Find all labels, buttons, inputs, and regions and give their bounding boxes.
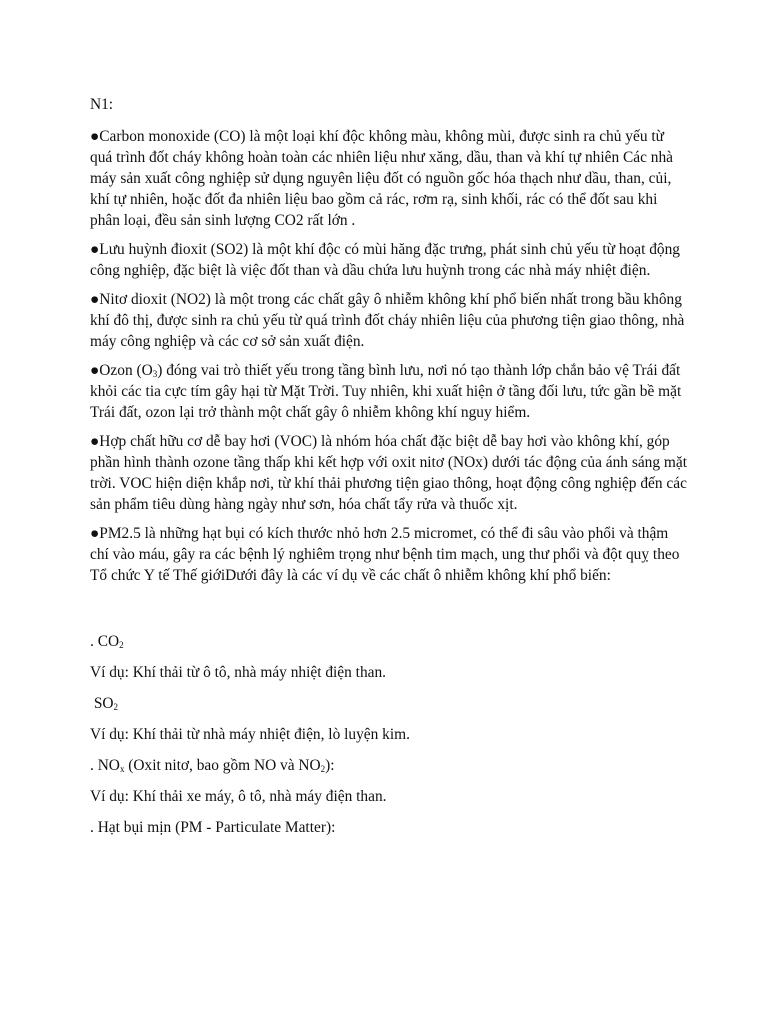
paragraph-pm25 <box>90 523 688 586</box>
bullet-icon: ● <box>90 525 100 542</box>
pollutant-pm: . Hạt bụi mịn (PM - Particulate Matter): <box>90 819 336 836</box>
pollutant-nox <box>90 755 688 776</box>
pollutant-so2 <box>90 693 688 714</box>
paragraph-text-start: Ozon (O <box>99 362 153 379</box>
paragraph-text-rest: ) đóng vai trò thiết yếu trong tầng bình lưu, nơi nó tạo thành lớp chắn bảo vệ Trái đất khỏi các tia cực tím gây hại từ Mặt Trời. Tuy nhiên, khi xuất hiện ở tầng đối lưu, tức gần bề mặt Trái đất, ozon lại trở thành một chất gây ô nhiễm không khí nguy hiểm. <box>90 362 682 421</box>
bullet-icon: ● <box>90 128 100 145</box>
paragraph-text: Nitơ dioxit (NO2) là một trong các chất gây ô nhiễm không khí phổ biến nhất trong bầu không khí đô thị, được sinh ra chủ yếu từ quá trình đốt cháy nhiên liệu của phương tiện giao thông, nhà máy công nghiệp và các cơ sở sản xuất điện. <box>90 291 685 350</box>
paragraph-ozone <box>90 360 688 423</box>
paragraph-voc <box>90 431 688 515</box>
paragraph-sulfur-dioxide <box>90 239 688 281</box>
paragraph-text: Lưu huỳnh đioxit (SO2) là một khí độc có mùi hăng đặc trưng, phát sinh chủ yếu từ hoạt động công nghiệp, đặc biệt là việc đốt than và dầu chứa lưu huỳnh trong các nhà máy nhiệt điện. <box>90 241 681 279</box>
bullet-icon: ● <box>90 433 100 450</box>
paragraph-text: Carbon monoxide (CO) là một loại khí độc không màu, không mùi, được sinh ra chủ yếu từ quá trình đốt cháy không hoàn toàn các nhiên liệu như xăng, dầu, than và khí tự nhiên Các nhà máy sản xuất công nghiệp sử dụng nguyên liệu đốt có nguồn gốc hóa thạch như dầu, than, củi, khí tự nhiên, hoặc đốt đa nhiên liệu bao gồm cả rác, rơm rạ, sinh khối, rác có thể đốt sau khi phân loại, đều sản sinh lượng CO2 rất lớn . <box>90 128 673 229</box>
subscript: 3 <box>152 369 158 379</box>
paragraph-text: PM2.5 là những hạt bụi có kích thước nhỏ hơn 2.5 micromet, có thể đi sâu vào phổi và thậm chí vào máu, gây ra các bệnh lý nghiêm trọng như bệnh tim mạch, ung thư phổi và đột quỵ theo Tổ chức Y tế Thế giớiDưới đây là các ví dụ về các chất ô nhiễm không khí phổ biến: <box>90 525 680 584</box>
subscript: 2 <box>113 702 119 712</box>
subscript: 2 <box>320 764 326 774</box>
pollutant-description: (Oxit nitơ, bao gồm NO và NO <box>124 757 321 774</box>
paragraph-nitrogen-dioxide <box>90 289 688 352</box>
pollutant-label: . CO <box>90 633 120 650</box>
blank-space <box>90 594 688 631</box>
pollutant-co2 <box>90 631 688 652</box>
bullet-icon: ● <box>90 291 100 308</box>
example-co2: Ví dụ: Khí thải từ ô tô, nhà máy nhiệt điện than. <box>90 664 387 681</box>
bullet-icon: ● <box>90 241 100 258</box>
subscript: 2 <box>119 640 124 650</box>
paragraph-carbon-monoxide <box>90 126 688 231</box>
bullet-icon: ● <box>90 362 100 379</box>
example-nox: Ví dụ: Khí thải xe máy, ô tô, nhà máy điện than. <box>90 788 387 805</box>
document-page <box>90 94 688 848</box>
pollutant-label: . NO <box>90 757 120 774</box>
pollutant-description-end: ): <box>325 757 335 774</box>
subscript: x <box>119 764 125 774</box>
paragraph-text: Hợp chất hữu cơ dễ bay hơi (VOC) là nhóm hóa chất đặc biệt dễ bay hơi vào không khí, góp phần hình thành ozone tầng thấp khi kết hợp với oxit nitơ (NOx) dưới tác động của ánh sáng mặt trời. VOC hiện diện khắp nơi, từ khí thải phương tiện giao thông, hoạt động công nghiệp đến các sản phẩm tiêu dùng hàng ngày như sơn, hóa chất tẩy rửa và thuốc xịt. <box>90 433 687 513</box>
example-so2: Ví dụ: Khí thải từ nhà máy nhiệt điện, lò luyện kim. <box>90 726 410 743</box>
section-heading: N1: <box>90 96 114 113</box>
pollutant-label: SO <box>90 695 114 712</box>
